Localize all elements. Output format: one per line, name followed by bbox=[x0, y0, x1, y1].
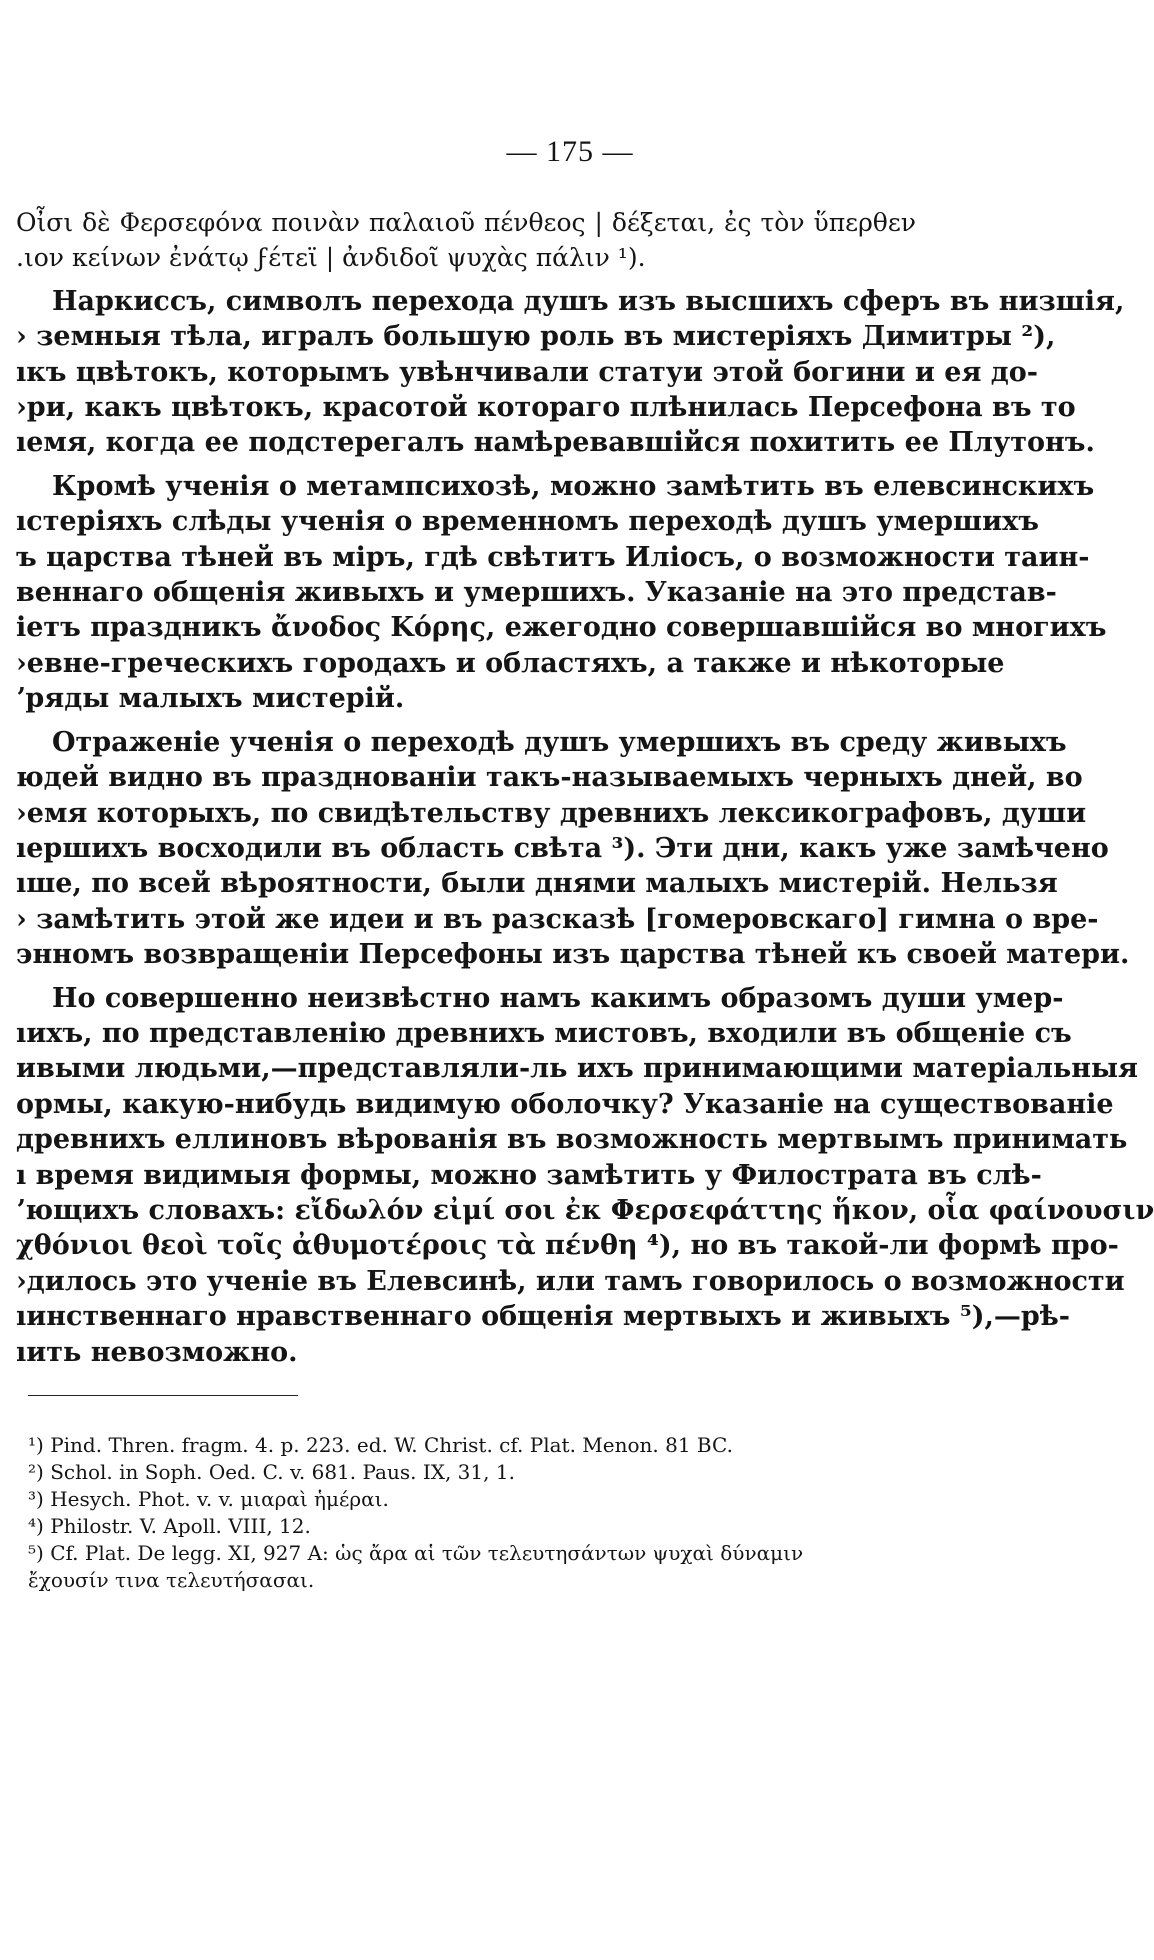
text-line: Кромѣ ученія о метампсихозѣ, можно замѣтить въ елевсинскихъ bbox=[52, 470, 1095, 502]
text-line: ъ царства тѣней въ міръ, гдѣ свѣтитъ Иліосъ, о возможности таин- bbox=[16, 541, 1090, 573]
text-line: ıстеріяхъ слѣды ученія о временномъ переходѣ душъ умершихъ bbox=[16, 506, 1039, 538]
text-line: χθόνιοι θεοὶ τοῖς ἀθυμοτέροις τὰ πένθη ⁴), но въ такой-ли формѣ про- bbox=[16, 1230, 1119, 1262]
text-line: ıкъ цвѣтокъ, которымъ увѣнчивали статуи этой богини и ея до- bbox=[16, 356, 1039, 388]
footnote-1 bbox=[28, 1432, 916, 1459]
text-line: іетъ праздникъ ἄνοδος Κόρης, ежегодно совершавшійся во многихъ bbox=[16, 612, 1107, 644]
footnote-mark: ⁴) bbox=[28, 1514, 44, 1538]
page-number: — 175 — bbox=[506, 135, 634, 168]
footnote-2 bbox=[28, 1459, 916, 1486]
footnote-5-continuation bbox=[28, 1567, 916, 1594]
text-line: ›дилось это ученіе въ Елевсинѣ, или тамъ говорилось о возможности bbox=[16, 1265, 1125, 1297]
main-text bbox=[16, 205, 1154, 1378]
footnote-mark: ¹) bbox=[28, 1433, 44, 1457]
text-line: Наркиссъ, символъ перехода душъ изъ высшихъ сферъ въ низшія, bbox=[52, 285, 1125, 317]
text-line: ʼющихъ словахъ: εἴδωλόν εἰμί σοι ἐκ Φερσεφάττης ἥκον, οἷα φαίνουσιν bbox=[16, 1194, 1154, 1226]
footnote-text: Cf. Plat. De legg. XI, 927 A: ὡς ἄρα αἱ τῶν τελευτησάντων ψυχαὶ δύναμιν bbox=[50, 1541, 804, 1565]
text-line: › замѣтить этой же идеи и въ разсказѣ [гомеровскаго] гимна о вре- bbox=[16, 903, 1099, 935]
paragraph-narcissus bbox=[16, 284, 1125, 461]
text-line: Но совершенно неизвѣстно намъ какимъ образомъ души умер- bbox=[52, 982, 1064, 1014]
text-line: древнихъ еллиновъ вѣрованія въ возможность мертвымъ принимать bbox=[16, 1124, 1128, 1156]
paragraph-metempsychosis bbox=[16, 469, 1107, 717]
footnote-mark: ³) bbox=[28, 1487, 44, 1511]
footnote-text: Hesych. Phot. v. v. μιαραὶ ἡμέραι. bbox=[50, 1487, 389, 1511]
footnote-4 bbox=[28, 1513, 916, 1540]
text-line: ıемя, когда ее подстерегалъ намѣревавшійся похитить ее Плутонъ. bbox=[16, 427, 1095, 459]
footnote-text: ἔχουσίν τινα τελευτήσασαι. bbox=[28, 1568, 315, 1592]
text-line: ормы, какую-нибудь видимую оболочку? Указаніе на существованіе bbox=[16, 1088, 1114, 1120]
footnote-5 bbox=[28, 1540, 916, 1567]
text-line: › земныя тѣла, игралъ большую роль въ мистеріяхъ Димитры ²), bbox=[16, 321, 1056, 353]
text-line: Отраженіе ученія о переходѣ душъ умершихъ въ среду живыхъ bbox=[52, 726, 1067, 758]
text-line: энномъ возвращеніи Персефоны изъ царства тѣней къ своей матери. bbox=[16, 939, 1130, 971]
footnotes bbox=[28, 1432, 916, 1594]
footnote-mark: ²) bbox=[28, 1460, 44, 1484]
text-line: ›ри, какъ цвѣтокъ, красотой котораго плѣнилась Персефона въ то bbox=[16, 392, 1076, 424]
text-line: Οἶσι δὲ Φερσεφόνα ποινὰν παλαιοῦ πένθεος | δέξεται, ἐς τὸν ὕπερθεν bbox=[16, 208, 916, 237]
footnote-text: Schol. in Soph. Oed. C. v. 681. Paus. IX, 31, 1. bbox=[50, 1460, 515, 1484]
text-line: ıершихъ восходили въ область свѣта ³). Эти дни, какъ уже замѣчено bbox=[16, 832, 1109, 864]
text-line: юдей видно въ празднованіи такъ-называемыхъ черныхъ дней, во bbox=[16, 762, 1083, 794]
paragraph-mystics bbox=[16, 981, 1154, 1370]
text-line: ›евне-греческихъ городахъ и областяхъ, а также и нѣкоторые bbox=[16, 647, 1005, 679]
text-line: ıинственнаго нравственнаго общенія мертвыхъ и живыхъ ⁵),—рѣ- bbox=[16, 1301, 1070, 1333]
footnote-text: Philostr. V. Apoll. VIII, 12. bbox=[50, 1514, 311, 1538]
text-line: ıихъ, по представленію древнихъ мистовъ, входили въ общеніе съ bbox=[16, 1017, 1072, 1049]
paragraph-greek-quote bbox=[16, 205, 916, 276]
footnote-mark: ⁵) bbox=[28, 1541, 44, 1565]
text-line: ʼряды малыхъ мистерій. bbox=[16, 683, 405, 715]
text-line: ıить невозможно. bbox=[16, 1336, 298, 1368]
footnote-divider bbox=[28, 1395, 298, 1396]
paragraph-black-days bbox=[16, 725, 1130, 973]
text-line: ›емя которыхъ, по свидѣтельству древнихъ лексикографовъ, души bbox=[16, 797, 1087, 829]
footnote-text: Pind. Thren. fragm. 4. p. 223. ed. W. Christ. cf. Plat. Menon. 81 BC. bbox=[50, 1433, 733, 1457]
text-line: .ιον κείνων ἐνάτῳ ϝέτεϊ | ἀνδιδοῖ ψυχὰς πάλιν ¹). bbox=[16, 243, 646, 273]
text-line: ивыми людьми,—представляли-ль ихъ принимающими матеріальныя bbox=[16, 1053, 1138, 1085]
text-line: веннаго общенія живыхъ и умершихъ. Указаніе на это представ- bbox=[16, 577, 1057, 609]
text-line: ı время видимыя формы, можно замѣтить у Филострата въ слѣ- bbox=[16, 1159, 1042, 1191]
text-line: ıше, по всей вѣроятности, были днями малыхъ мистерій. Нельзя bbox=[16, 868, 1058, 900]
footnote-3 bbox=[28, 1486, 916, 1513]
